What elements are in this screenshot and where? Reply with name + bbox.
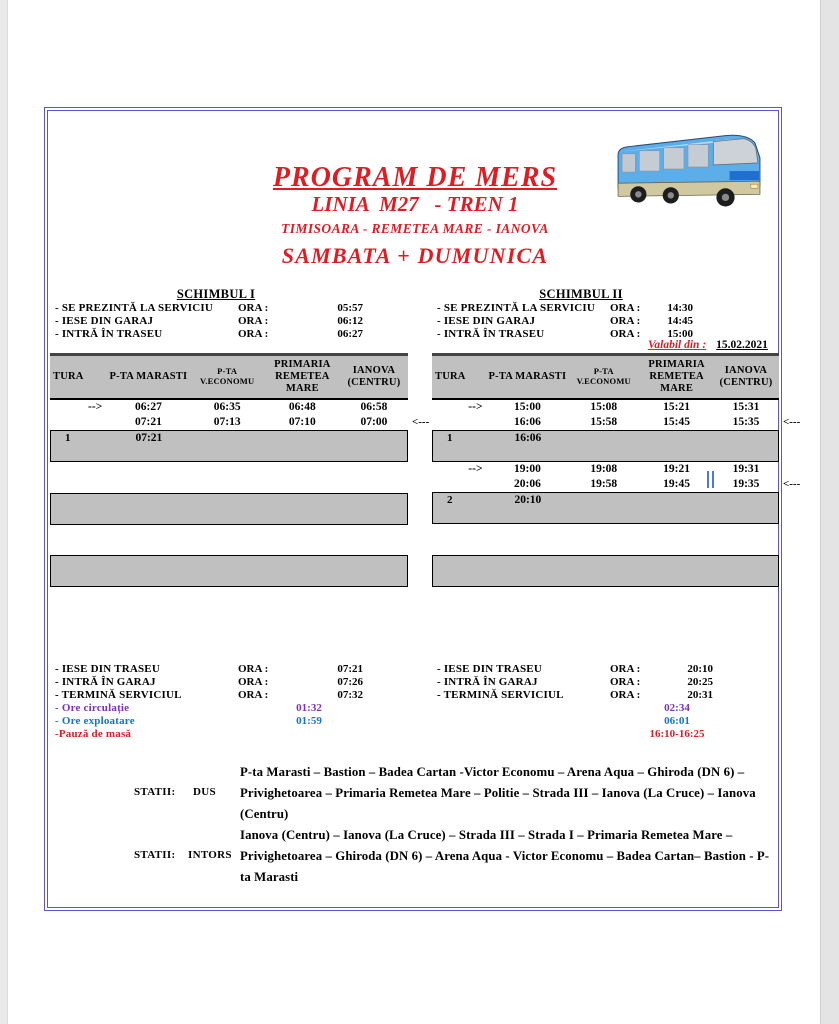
title-block [180,163,650,267]
info-label: - IESE DIN TRASEU [437,663,542,675]
time-cell: 16:06 [513,416,541,428]
info-label: - Ore exploatare [55,715,135,727]
info-time: 01:32 [296,702,322,714]
info-row [437,302,782,315]
info-time: 06:12 [337,315,363,327]
table-header-cell: IANOVA (CENTRU) [347,364,401,388]
time-cell: 06:58 [360,401,388,413]
ora-label: ORA : [238,676,269,688]
time-cell: 07:00 [360,416,388,428]
return-arrow-icon: <--- [783,416,801,428]
info-time: 14:30 [667,302,693,314]
valid-from [648,339,768,351]
info-label: - Ore circulație [55,702,130,714]
stations-intors-text: Ianova (Centru) – Ianova (La Cruce) – Strada III – Strada I – Primaria Remetea Mare – Privighetoarea – Ghiroda (DN 6) – Arena Aqua - Victor Economu – Badea Cartan– Bastion - P-ta Marasti [240,828,770,884]
schedule-table-shift1 [50,353,430,588]
time-cell: 19:58 [590,478,618,490]
depart-arrow-icon: --> [468,401,483,413]
tura-cell [432,415,488,430]
photo-edge-left [0,0,8,1024]
ora-label: ORA : [238,328,269,340]
tura-band-row [432,555,779,587]
tura-band-row [50,493,408,525]
info-label: - INTRĂ ÎN GARAJ [437,676,538,688]
tura-band-row [432,430,779,462]
ora-label: ORA : [238,302,269,314]
trip-row [432,400,779,415]
shift2-start-info [437,302,782,341]
info-time: 20:10 [687,663,713,675]
info-label: - IESE DIN GARAJ [55,315,154,327]
time-cell: 19:31 [732,463,760,475]
tura-number: 2 [447,494,453,506]
time-cell: 15:58 [590,416,618,428]
time-cell: 07:21 [135,416,162,428]
time-cell: 15:21 [663,401,691,413]
shift2-end-info [437,663,782,741]
info-label: - INTRĂ ÎN TRASEU [55,328,163,340]
time-cell: 06:35 [213,401,241,413]
table-header-cell: IANOVA (CENTRU) [719,364,773,388]
info-time: 02:34 [664,702,690,714]
time-cell: 07:13 [213,416,241,428]
schedule-table-shift2 [432,353,801,588]
ora-label: ORA : [238,663,269,675]
tura-number: 1 [65,432,71,444]
info-time: 01:59 [296,715,322,727]
info-time: 20:25 [687,676,713,688]
table-header-cell: P-TA MARASTI [488,370,567,382]
days-title: SAMBATA + DUMUNICA [281,243,549,268]
info-row [437,715,782,728]
tura-start-time: 16:06 [514,432,542,444]
stations-dus-label: STATII: [134,786,176,798]
info-time: 15:00 [667,328,693,340]
info-row [55,676,400,689]
stations-dus-direction: DUS [193,786,216,798]
shift1-start-info [55,302,400,341]
trip-row [50,400,408,415]
info-row [55,302,400,315]
stations-intors-label: STATII: [134,849,176,861]
info-row [55,702,400,715]
info-row [437,663,782,676]
time-cell: 15:45 [663,416,691,428]
table-header-row [432,353,779,400]
ora-label: ORA : [610,328,641,340]
tura-cell [50,415,107,430]
info-row [437,702,782,715]
time-cell: 19:45 [663,478,691,490]
text-cursor-artifact [707,471,714,488]
stations-intors-direction: INTORS [188,849,232,861]
info-row [55,728,400,741]
time-cell: 06:27 [135,401,162,413]
ora-label: ORA : [610,676,641,688]
table-header-cell: PRIMARIA REMETEA MARE [274,358,331,395]
ora-label: ORA : [238,689,269,701]
ora-label: ORA : [238,315,269,327]
photo-edge-right [820,0,839,1024]
info-label: - TERMINĂ SERVICIUL [437,689,564,701]
table-header-cell: PRIMARIA REMETEA MARE [648,358,705,395]
line-title: LINIA M27 - TREN 1 [311,192,519,216]
return-arrow-icon: <--- [783,478,801,490]
table-header-cell: TURA [53,370,84,382]
ora-label: ORA : [610,302,641,314]
stations-dus-text: P-ta Marasti – Bastion – Badea Cartan -Victor Economu – Arena Aqua – Ghiroda (DN 6) – Privighetoarea – Primaria Remetea Mare – Politie – Strada III – Ianova (La Cruce) – Ianova (Centru) [240,765,756,821]
info-time: 05:57 [337,302,363,314]
depart-arrow-icon: --> [468,463,483,475]
table-header-cell: TURA [435,370,466,382]
info-label: - INTRĂ ÎN GARAJ [55,676,156,688]
info-time: 07:26 [337,676,363,688]
depart-arrow-icon: --> [88,401,103,413]
info-time: 20:31 [687,689,713,701]
ora-label: ORA : [610,315,641,327]
time-cell: 19:00 [513,463,541,475]
info-row [437,676,782,689]
trip-row [432,462,779,477]
time-cell: 06:48 [288,401,316,413]
bus-clipart-icon [612,126,764,210]
info-label: -Pauză de masă [55,728,132,740]
time-cell: 07:10 [288,416,316,428]
time-cell: 15:00 [513,401,541,413]
table-header-cell: P-TA V.ECONOMU [200,366,255,386]
table-header-cell: P-TA V.ECONOMU [576,366,631,386]
trip-row [50,415,408,430]
info-row [437,689,782,702]
shift1-end-info [55,663,400,741]
info-label: - SE PREZINTĂ LA SERVICIU [55,302,214,314]
return-arrow-icon: <--- [412,416,430,428]
info-time: 06:01 [664,715,690,727]
time-cell: 19:21 [663,463,691,475]
info-row [55,663,400,676]
info-time: 07:21 [337,663,363,675]
shift1-title: SCHIMBUL I [176,287,256,301]
tura-cell [432,477,488,492]
info-row [55,328,400,341]
info-row [437,728,782,741]
valid-from-date: 15.02.2021 [716,339,768,351]
time-cell: 20:06 [513,478,541,490]
tura-start-time: 07:21 [135,432,163,444]
route-title: TIMISOARA - REMETEA MARE - IANOVA [281,221,549,236]
info-label: - SE PREZINTĂ LA SERVICIU [437,302,596,314]
trip-row [432,477,779,492]
info-row [437,315,782,328]
tura-number: 1 [447,432,453,444]
info-row [55,315,400,328]
time-cell: 15:31 [732,401,760,413]
tura-band-row [432,492,779,524]
time-cell: 19:35 [732,478,760,490]
trip-row [432,415,779,430]
shift2-title: SCHIMBUL II [539,287,623,301]
info-time: 16:10-16:25 [649,728,705,740]
ora-label: ORA : [610,663,641,675]
info-label: - TERMINĂ SERVICIUL [55,689,182,701]
tura-band-row [50,555,408,587]
time-cell: 15:08 [590,401,618,413]
info-row [55,715,400,728]
info-row [55,689,400,702]
time-cell: 19:08 [590,463,618,475]
page-title: PROGRAM DE MERS [272,162,558,193]
info-label: - IESE DIN TRASEU [55,663,160,675]
ora-label: ORA : [610,689,641,701]
time-cell: 15:35 [732,416,760,428]
info-time: 14:45 [667,315,693,327]
info-label: - INTRĂ ÎN TRASEU [437,328,545,340]
valid-from-label: Valabil din : [648,339,707,351]
table-header-row [50,353,408,400]
info-time: 06:27 [337,328,363,340]
info-time: 07:32 [337,689,363,701]
info-label: - IESE DIN GARAJ [437,315,536,327]
table-header-cell: P-TA MARASTI [109,370,188,382]
tura-band-row [50,430,408,462]
tura-start-time: 20:10 [514,494,542,506]
